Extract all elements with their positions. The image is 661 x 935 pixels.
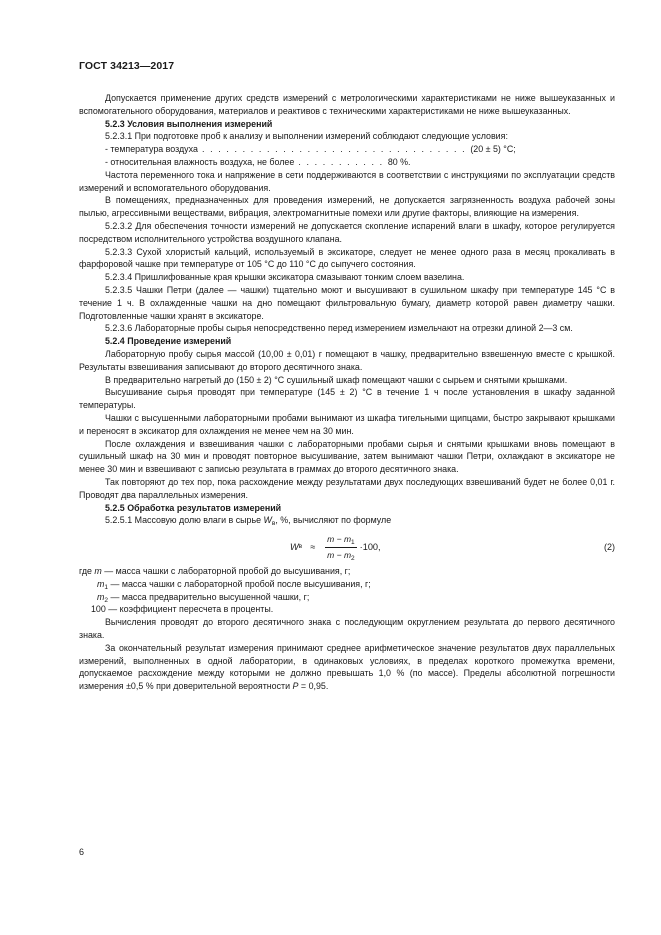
condition-humidity <box>79 156 615 169</box>
fraction-numerator: $m - m_1$ <box>327 533 355 546</box>
paragraph-5-2-5-1 <box>79 514 615 527</box>
paragraph: Частота переменного тока и напряжение в сети поддерживаются в соответствии с инструкциями по эксплуатации средств измерений и вспомогательного оборудования. <box>79 169 615 193</box>
definition-m1: $m_1$ — масса чашки с лабораторной пробой после высушивания, г; <box>97 578 371 591</box>
definition-m2: $m_2$ — масса предварительно высушенной чашки, г; <box>97 591 310 604</box>
paragraph-5-2-3-1: 5.2.3.1 При подготовке проб к анализу и выполнении измерений соблюдают следующие условия: <box>105 131 508 142</box>
paragraph: В помещениях, предназначенных для проведения измерений, не допускается загрязненность воздуха рабочей зоны пылью, агрессивными веществами, вибрация, электромагнитные помехи или другие факторы, влияющие на измерения. <box>79 195 615 219</box>
paragraph: Лабораторную пробу сырья массой (10,00 ± 0,01) г помещают в чашку, предварительно взвешенную вместе с крышкой. Результаты взвешивания записывают до второго десятичного знака. <box>79 348 615 372</box>
paragraph: Вычисления проводят до второго десятичного знака с последующим округлением результата до первого десятичного знака. <box>79 617 615 641</box>
leader-dots: . . . . . . . . . . . <box>294 156 388 167</box>
formula-fraction <box>325 533 356 562</box>
condition-label: - относительная влажность воздуха, не более <box>105 156 295 167</box>
formula-moisture: W в ≈ $\frac{m - m_1}{m - m_2}$ ·100, <box>290 533 381 562</box>
paragraph-5-2-3-3: 5.2.3.3 Сухой хлористый кальций, используемый в эксикаторе, следует не менее одного раза в месяц прокаливать в фарфоровой чашке при температуре от 105 °С до 110 °С до сыпучего состояния. <box>79 246 615 270</box>
page-number: 6 <box>79 847 85 857</box>
paragraph-5-2-3-6: 5.2.3.6 Лабораторные пробы сырья непосредственно перед измерением измельчают на отрезки длиной 2—3 см. <box>105 323 573 334</box>
leader-dots: . . . . . . . . . . . . . . . . . . . . . . . . . . . . . . . . . <box>197 144 471 155</box>
fraction-denominator: $m - m_2$ <box>327 549 355 562</box>
paragraph-5-2-3-4: 5.2.3.4 Пришлифованные края крышки эксикатора смазывают тонким слоем вазелина. <box>105 272 465 283</box>
section-heading-5-2-4: 5.2.4 Проведение измерений <box>105 336 232 347</box>
text: , %, вычисляют по формуле <box>275 515 392 526</box>
document-body <box>79 92 615 693</box>
paragraph: Высушивание сырья проводят при температуре (145 ± 2) °С в течение 1 ч после установления в шкафу заданной температуры. <box>79 387 615 411</box>
formula-block <box>79 529 615 565</box>
paragraph: Допускается применение других средств измерений с метрологическими характеристиками не ниже вышеуказанных и вспомогательного оборудования, материалов и реактивов с техническими характеристиками не ниже вышеуказанных. <box>79 93 615 116</box>
document-header: ГОСТ 34213—2017 <box>79 60 175 72</box>
formula-tail: ·100, <box>359 541 381 552</box>
formula-lhs: W <box>290 541 299 552</box>
paragraph: Чашки с высушенными лабораторными пробами вынимают из шкафа тигельными щипцами, быстро закрывают крышками и переносят в эксикатор для охлаждения не менее чем на 30 мин. <box>79 412 615 436</box>
condition-temperature <box>79 143 615 156</box>
paragraph: В предварительно нагретый до (150 ± 2) °С сушильный шкаф помещают чашки с сырьем и снятыми крышками. <box>105 374 568 385</box>
section-heading-5-2-5: 5.2.5 Обработка результатов измерений <box>105 502 282 513</box>
paragraph-5-2-3-2: 5.2.3.2 Для обеспечения точности измерений не допускается скопление испарений влаги в шкафу, которое регулируется посредством исполнительного устройства воздушного клапана. <box>79 220 615 244</box>
paragraph-5-2-3-5: 5.2.3.5 Чашки Петри (далее — чашки) тщательно моют и высушивают в сушильном шкафу при температуре 145 °С в течение 1 ч. В охлажденные чашки на дно помещают фильтровальную бумагу, диаметр которой равен диаметру чашки. Подготовленные чашки хранят в эксикаторе. <box>79 284 615 321</box>
definition-m: где m — масса чашки с лабораторной пробой до высушивания, г; <box>79 566 351 577</box>
section-heading-5-2-3: 5.2.3 Условия выполнения измерений <box>105 118 273 129</box>
variable-definitions <box>79 565 615 616</box>
condition-label: - температура воздуха <box>105 144 198 155</box>
approx-sign: ≈ <box>310 541 316 552</box>
variable-p: P <box>292 681 299 692</box>
paragraph: Так повторяют до тех пор, пока расхождение между результатами двух последующих взвешиваний будет не более 0,01 г. Проводят два параллельных измерения. <box>79 476 615 500</box>
condition-value: 80 %. <box>387 156 411 167</box>
condition-value: (20 ± 5) °С; <box>470 144 516 155</box>
equation-number: (2) <box>604 542 615 553</box>
variable-w: W <box>263 515 272 526</box>
subscript: в <box>271 520 276 528</box>
paragraph: После охлаждения и взвешивания чашки с лабораторными пробами сырья и снятыми крышками вновь помещают в сушильный шкаф на 30 мин и проводят повторное высушивание, затем вынимают чашки Петри, охлаждают в эксикаторе не менее 30 мин и взвешивают с записью результата в граммах до второго десятичного знака. <box>79 438 615 475</box>
text: 5.2.5.1 Массовую долю влаги в сырье <box>105 515 264 526</box>
definition-100: 100 — коэффициент пересчета в проценты. <box>91 604 274 615</box>
paragraph-final-result: За окончательный результат измерения принимают среднее арифметическое значение результатов двух параллельных измерений, выполненных в одной лаборатории, в одинаковых условиях, в пределах короткого промежутка времени, допускаемое расхождение между которыми не должно превышать 1,0 % (по массе). Пределы абсолютной погрешности измерения ±0,5 % при доверительной вероятности P = 0,95. <box>79 642 615 692</box>
